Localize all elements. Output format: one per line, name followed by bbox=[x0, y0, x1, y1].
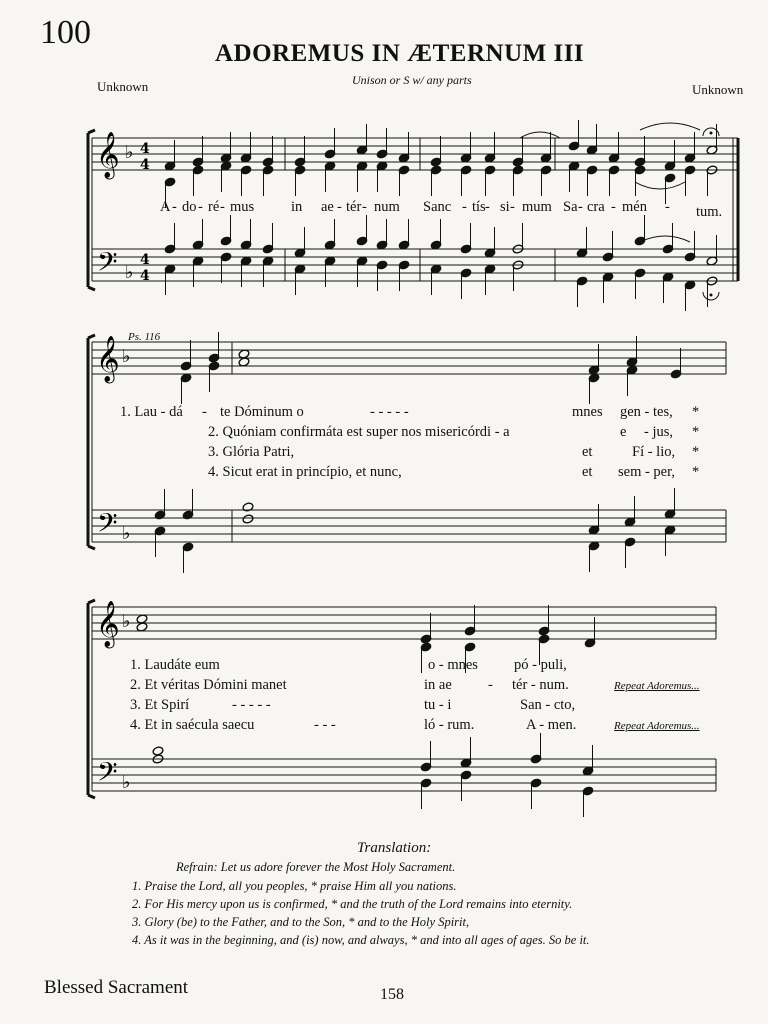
treble-clef-icon: 𝄞 bbox=[96, 601, 120, 647]
lyric-syllable: - bbox=[172, 199, 177, 215]
psalm-score-2 bbox=[0, 585, 768, 825]
text-attribution: Unknown bbox=[97, 79, 149, 94]
svg-text:4: 4 bbox=[140, 157, 150, 173]
notehead bbox=[152, 746, 164, 756]
svg-text:4: 4 bbox=[140, 141, 150, 157]
lyric-syllable: - bbox=[337, 199, 342, 215]
lyric-syllable: A bbox=[160, 199, 171, 215]
flat-icon: ♭ bbox=[122, 523, 131, 544]
verse-line: 1. Lau - dá - te Dóminum o - - - - - mnes gen - tes, * bbox=[120, 404, 700, 420]
music-attribution: Unknown bbox=[692, 82, 744, 97]
lyric-syllable: mén bbox=[622, 199, 647, 215]
flat-icon: ♭ bbox=[125, 262, 134, 283]
notehead bbox=[242, 514, 254, 524]
translation-line: 3. Glory (be) to the Father, and to the Son, * and to the Holy Spirit, bbox=[132, 915, 470, 929]
verse-line: 4. Et in saécula saecu - - - ló - rum. A - men. Repeat Adoremus... bbox=[130, 717, 700, 733]
lyric-syllable: ré bbox=[208, 199, 220, 215]
lyric-syllable: - bbox=[611, 199, 616, 215]
lyric-syllable: - bbox=[362, 199, 367, 215]
flat-icon: ♭ bbox=[122, 611, 131, 632]
lyric-syllable: Sa bbox=[563, 199, 578, 215]
hymn-number: 100 bbox=[40, 14, 91, 51]
psalm-reference: Ps. 116 bbox=[128, 331, 161, 343]
translation-heading: Translation: bbox=[357, 840, 432, 856]
verse-line: 4. Sicut erat in princípio, et nunc, et sem - per, * bbox=[208, 464, 700, 480]
lyric-syllable: - bbox=[220, 199, 225, 215]
refrain-score bbox=[0, 0, 768, 320]
lyric-syllable: - bbox=[665, 199, 670, 215]
lyric-syllable: - bbox=[462, 199, 467, 215]
lyric-syllable: - bbox=[198, 199, 203, 215]
verse-line: 1. Laudáte eum o - mnes pó - puli, bbox=[130, 657, 567, 673]
treble-clef-icon: 𝄞 bbox=[96, 336, 120, 382]
verse-line: 2. Et véritas Dómini manet in ae - tér - num. Repeat Adoremus... bbox=[130, 677, 700, 693]
lyric-syllable: - bbox=[510, 199, 515, 215]
lyric-syllable: in bbox=[291, 199, 303, 215]
voicing-note: Unison or S w/ any parts bbox=[352, 73, 472, 87]
lyric-syllable: do bbox=[182, 199, 197, 215]
notehead bbox=[242, 502, 254, 512]
hymn-category: Blessed Sacrament bbox=[44, 977, 189, 998]
verse-line: 2. Quóniam confirmáta est super nos misericórdi - a e - jus, * bbox=[208, 424, 700, 440]
bass-clef-icon: 𝄢 bbox=[97, 756, 118, 794]
lyric-syllable: tís bbox=[472, 199, 486, 215]
verse-line: 3. Glória Patri, et Fí - lio, * bbox=[208, 444, 700, 460]
translation-line: 1. Praise the Lord, all you peoples, * praise Him all you nations. bbox=[132, 879, 457, 893]
lyric-syllable: mum bbox=[522, 199, 552, 215]
lyric-syllable: num bbox=[374, 199, 400, 215]
hymn-title: ADOREMUS IN ÆTERNUM III bbox=[215, 40, 585, 67]
verse-line: 3. Et Spirí - - - - - tu - i San - cto, bbox=[130, 697, 576, 713]
lyric-syllable: mus bbox=[230, 199, 255, 215]
lyric-syllable: - bbox=[485, 199, 490, 215]
flat-icon: ♭ bbox=[122, 772, 131, 793]
page-number: 158 bbox=[380, 986, 404, 1003]
lyric-syllable: cra bbox=[587, 199, 605, 215]
svg-text:4: 4 bbox=[140, 252, 150, 268]
translation-line: 2. For His mercy upon us is confirmed, * and the truth of the Lord remains into eternity. bbox=[132, 897, 573, 911]
flat-icon: ♭ bbox=[125, 142, 134, 163]
svg-text:4: 4 bbox=[140, 268, 150, 284]
lyric-syllable: tér bbox=[346, 199, 362, 215]
lyric-syllable: ae bbox=[321, 199, 334, 215]
lyric-syllable: si bbox=[500, 199, 510, 215]
translation-refrain: Refrain: Let us adore forever the Most Holy Sacrament. bbox=[176, 860, 456, 874]
bass-clef-icon: 𝄢 bbox=[97, 507, 118, 545]
treble-clef-icon: 𝄞 bbox=[96, 132, 120, 178]
bass-clef-icon: 𝄢 bbox=[97, 246, 118, 284]
lyric-syllable: - bbox=[578, 199, 583, 215]
lyric-syllable: Sanc bbox=[423, 199, 452, 215]
translation-line: 4. As it was in the beginning, and (is) now, and always, * and into all ages of ages. So be it. bbox=[132, 933, 590, 947]
lyric-syllable: tum. bbox=[696, 204, 723, 220]
flat-icon: ♭ bbox=[122, 346, 131, 367]
